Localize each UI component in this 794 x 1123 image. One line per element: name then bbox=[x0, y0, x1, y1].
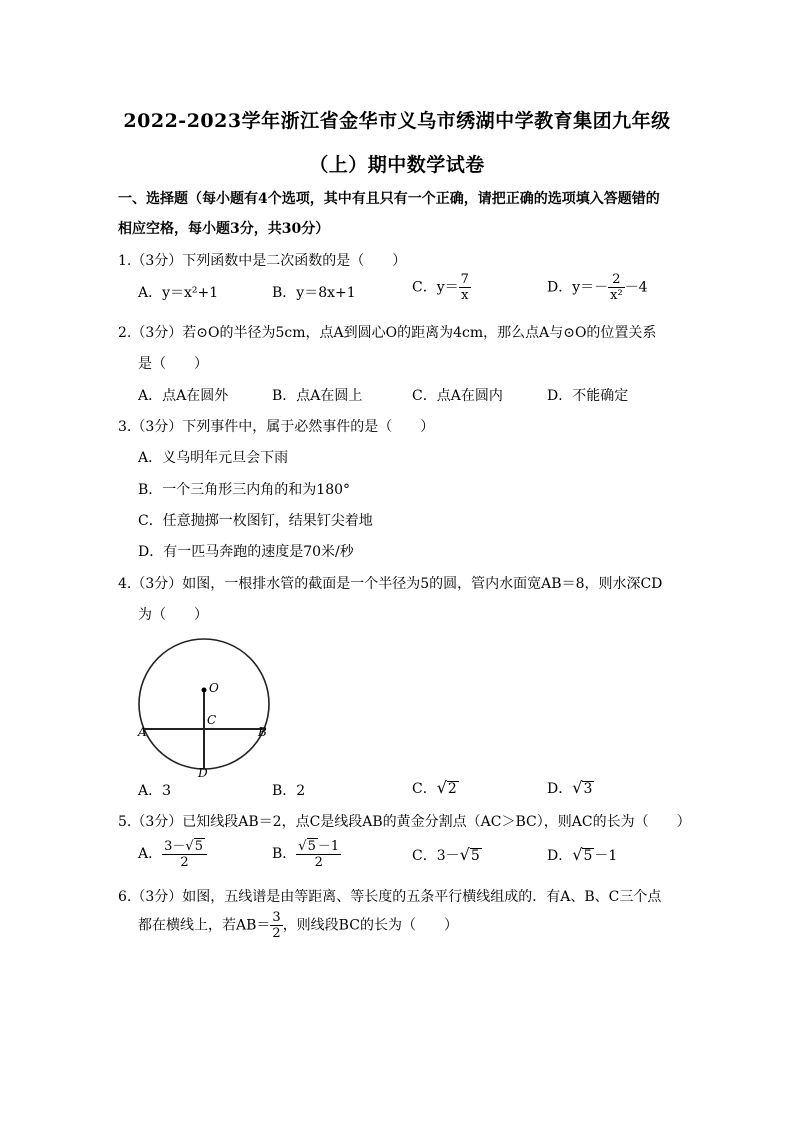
question-2-stem-line1: 2.（3分）若⊙O的半径为5cm，点A到圆心O的距离为4cm，那么点A与⊙O的位置关系 bbox=[118, 325, 657, 341]
q5-option-b-prefix: B． bbox=[272, 846, 297, 862]
q1-option-b: B．y＝8x+1 bbox=[272, 285, 356, 301]
sqrt-sign: √ bbox=[185, 839, 194, 854]
q1-option-d-fraction bbox=[608, 272, 625, 303]
q3-option-c: C．任意抛掷一枚图钉，结果钉尖着地 bbox=[138, 513, 373, 529]
q3-option-b: B．一个三角形三内角的和为180° bbox=[138, 482, 351, 498]
label-d: D bbox=[198, 766, 208, 780]
q5-b-radicand: 5 bbox=[307, 839, 316, 854]
q1-c-denominator: x bbox=[461, 288, 469, 303]
q1-option-c-prefix: C．y＝ bbox=[412, 279, 459, 296]
q4-option-c-prefix: C． bbox=[412, 781, 437, 797]
q4-d-radicand: 3 bbox=[583, 781, 593, 797]
q5-b-numerator bbox=[296, 838, 341, 855]
q5-option-b-fraction bbox=[296, 838, 341, 870]
q1-option-a: A．y＝x²+1 bbox=[138, 285, 219, 301]
exam-title-line2: （上）期中数学试卷 bbox=[309, 154, 485, 176]
q5-d-radicand: 5 bbox=[583, 848, 593, 864]
q5-a-denominator: 2 bbox=[180, 855, 189, 870]
q6-stem-pre: 都在横线上，若AB＝ bbox=[138, 917, 271, 934]
q1-option-c-fraction bbox=[459, 272, 471, 303]
q6-numerator: 3 bbox=[272, 910, 281, 925]
q5-option-d-prefix: D． bbox=[547, 848, 573, 864]
label-a: A bbox=[138, 725, 147, 739]
q3-option-d: D．有一匹马奔跑的速度是70米/秒 bbox=[138, 544, 354, 560]
q5-b-num-post: －1 bbox=[317, 839, 340, 854]
pipe-cross-section-figure bbox=[130, 630, 280, 780]
q4-option-d bbox=[547, 778, 594, 798]
q2-option-b: B．点A在圆上 bbox=[272, 388, 363, 404]
q5-a-numerator bbox=[162, 838, 207, 855]
sqrt-sign: √ bbox=[459, 845, 470, 864]
q5-option-a-fraction bbox=[162, 838, 207, 870]
q1-option-d-suffix: －4 bbox=[624, 279, 648, 296]
section-heading-line2: 相应空格，每小题3分，共30分） bbox=[118, 221, 330, 237]
sqrt-sign: √ bbox=[572, 845, 583, 864]
sqrt-sign: √ bbox=[298, 839, 307, 854]
q5-option-a bbox=[138, 838, 207, 870]
q5-c-radicand: 5 bbox=[470, 848, 480, 864]
q3-option-a: A．义乌明年元旦会下雨 bbox=[138, 450, 289, 466]
q5-option-d-suffix: －1 bbox=[594, 848, 618, 864]
q2-option-a: A．点A在圆外 bbox=[138, 388, 229, 404]
label-b: B bbox=[258, 725, 267, 739]
q6-fraction bbox=[270, 910, 282, 941]
question-1-stem: 1.（3分）下列函数中是二次函数的是（ ） bbox=[118, 253, 407, 269]
center-point-o bbox=[202, 688, 207, 693]
q5-option-a-prefix: A． bbox=[138, 846, 163, 862]
q1-d-denominator: x² bbox=[610, 288, 623, 303]
q1-option-d-prefix: D．y＝－ bbox=[547, 279, 609, 296]
question-4-stem-line1: 4.（3分）如图，一根排水管的截面是一个半径为5的圆，管内水面宽AB＝8，则水深CD bbox=[118, 576, 663, 592]
q4-c-radicand: 2 bbox=[447, 781, 457, 797]
question-4-stem-line2: 为（ ） bbox=[138, 607, 208, 623]
q4-option-b: B．2 bbox=[272, 783, 306, 799]
q2-option-d: D．不能确定 bbox=[547, 388, 629, 404]
q5-b-denominator: 2 bbox=[314, 855, 323, 870]
sqrt-sign: √ bbox=[572, 778, 583, 797]
q5-a-num-pre: 3－ bbox=[164, 839, 186, 854]
q6-denominator: 2 bbox=[272, 926, 281, 941]
question-2-stem-line2: 是（ ） bbox=[138, 356, 208, 372]
q5-option-b bbox=[272, 838, 341, 870]
q5-option-d bbox=[547, 845, 617, 865]
q2-option-c: C．点A在圆内 bbox=[412, 388, 503, 404]
question-6-stem-line2 bbox=[138, 910, 458, 941]
section-heading-line1: 一、选择题（每小题有4个选项，其中有且只有一个正确，请把正确的选项填入答题错的 bbox=[118, 191, 660, 207]
q5-option-c-prefix: C．3－ bbox=[412, 848, 460, 864]
q1-d-numerator: 2 bbox=[608, 272, 625, 288]
q4-option-a: A．3 bbox=[138, 783, 172, 799]
question-5-stem: 5.（3分）已知线段AB＝2，点C是线段AB的黄金分割点（AC＞BC），则AC的长为（ ） bbox=[118, 814, 691, 830]
q5-a-radicand: 5 bbox=[194, 839, 203, 854]
q1-option-d bbox=[547, 272, 648, 303]
q4-option-d-prefix: D． bbox=[547, 781, 573, 797]
question-3-stem: 3.（3分）下列事件中，属于必然事件的是（ ） bbox=[118, 419, 435, 435]
q1-option-c bbox=[412, 272, 471, 303]
question-6-stem-line1: 6.（3分）如图，五线谱是由等距离、等长度的五条平行横线组成的．有A、B、C三个点 bbox=[118, 889, 662, 905]
q4-option-c bbox=[412, 778, 459, 798]
exam-title-line1: 2022-2023学年浙江省金华市义乌市绣湖中学教育集团九年级 bbox=[123, 110, 671, 132]
label-c: C bbox=[207, 713, 217, 727]
q1-c-numerator: 7 bbox=[460, 272, 469, 287]
label-o: O bbox=[209, 681, 219, 695]
q5-option-c bbox=[412, 845, 482, 865]
q6-stem-post: ，则线段BC的长为（ ） bbox=[282, 917, 458, 934]
sqrt-sign: √ bbox=[436, 778, 447, 797]
